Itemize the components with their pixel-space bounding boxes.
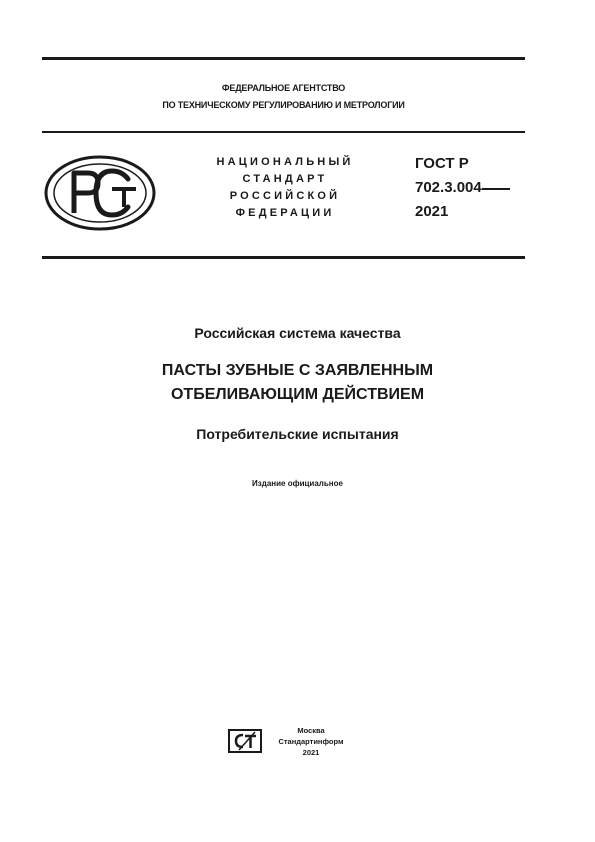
publisher-city: Москва <box>297 726 325 735</box>
middle-rule <box>42 131 525 133</box>
standartinform-logo-icon <box>228 729 262 753</box>
standard-code-year: 2021 <box>415 203 449 220</box>
agency-line-2: ПО ТЕХНИЧЕСКОМУ РЕГУЛИРОВАНИЮ И МЕТРОЛОГИИ <box>162 100 405 110</box>
gost-r-certification-mark-icon <box>44 155 156 231</box>
lower-rule <box>42 256 525 259</box>
document-series: Российская система качества <box>194 325 401 341</box>
publisher-name: Стандартинформ <box>278 737 344 746</box>
publisher-info <box>266 725 356 758</box>
standard-code-prefix: ГОСТ Р <box>415 155 469 172</box>
standard-designation <box>415 152 525 224</box>
publisher-year: 2021 <box>302 748 320 757</box>
national-line-2: СТАНДАРТ <box>242 173 328 185</box>
agency-line-1: ФЕДЕРАЛЬНОЕ АГЕНТСТВО <box>221 83 346 93</box>
national-line-3: РОССИЙСКОЙ <box>229 190 341 202</box>
document-title-line-1: ПАСТЫ ЗУБНЫЕ С ЗАЯВЛЕННЫМ <box>161 362 434 379</box>
document-title-line-2: ОТБЕЛИВАЮЩИМ ДЕЙСТВИЕМ <box>170 386 425 403</box>
national-line-4: ФЕДЕРАЦИИ <box>235 207 335 219</box>
national-line-1: НАЦИОНАЛЬНЫЙ <box>216 156 354 168</box>
edition-note: Издание официальное <box>252 479 343 488</box>
standard-code-number: 702.3.004 <box>415 176 482 200</box>
national-standard-label <box>205 154 365 222</box>
document-subtitle: Потребительские испытания <box>196 426 399 442</box>
document-title <box>42 359 553 407</box>
top-rule <box>42 57 525 60</box>
